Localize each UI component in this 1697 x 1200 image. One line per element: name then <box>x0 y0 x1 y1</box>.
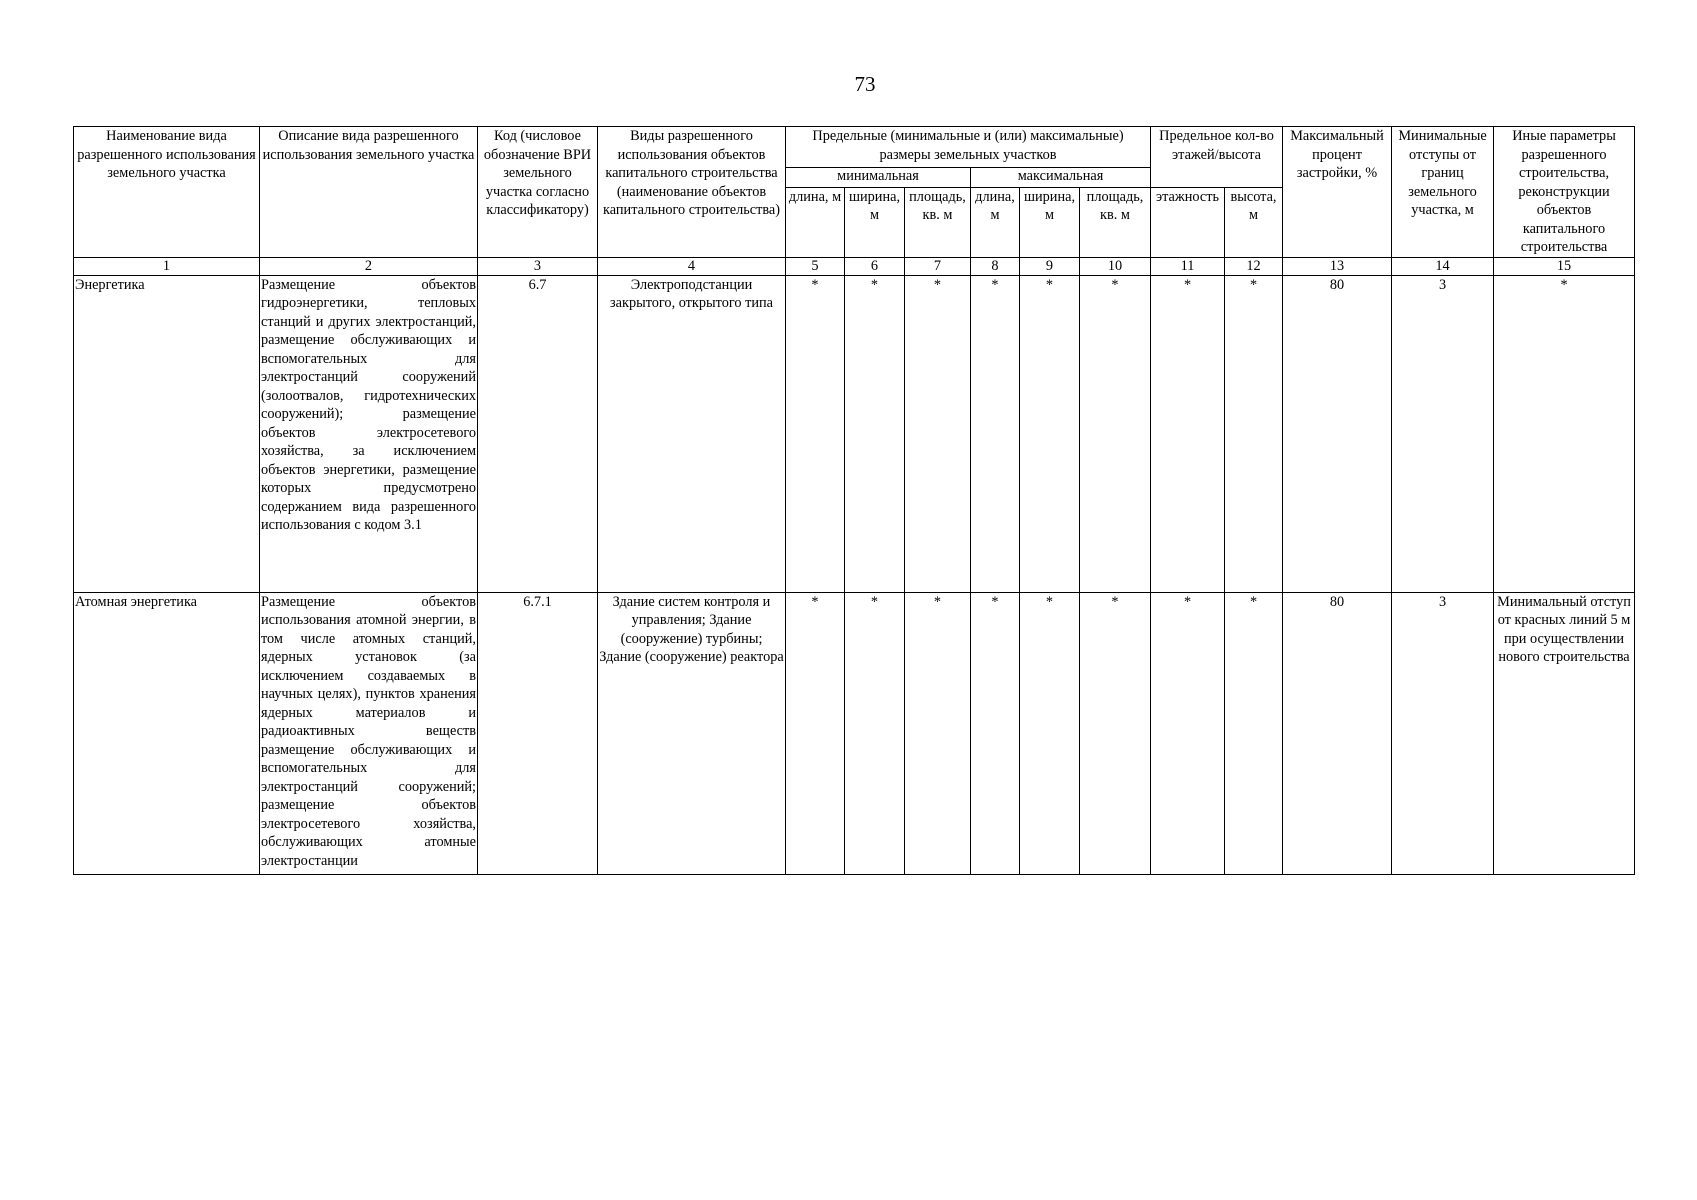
min-area: * <box>905 592 971 874</box>
header-min-width: ширина, м <box>845 187 905 257</box>
use-code: 6.7.1 <box>478 592 598 874</box>
min-length: * <box>786 592 845 874</box>
column-number: 4 <box>598 257 786 275</box>
max-area: * <box>1080 592 1151 874</box>
column-number: 10 <box>1080 257 1151 275</box>
column-number: 5 <box>786 257 845 275</box>
other-params: Минимальный отступ от красных линий 5 м при осуществлении нового строительства <box>1494 592 1635 874</box>
header-min-length: длина, м <box>786 187 845 257</box>
header-min-area: площадь, кв. м <box>905 187 971 257</box>
column-number: 3 <box>478 257 598 275</box>
max-length: * <box>971 275 1020 592</box>
other-params: * <box>1494 275 1635 592</box>
column-number: 9 <box>1020 257 1080 275</box>
header-name: Наименование вида разрешенного использования земельного участка <box>74 127 260 258</box>
header-max-width: ширина, м <box>1020 187 1080 257</box>
table-row <box>74 592 1635 874</box>
use-description: Размещение объектов использования атомной энергии, в том числе атомных станций, ядерных установок (за исключением создаваемых в научных целях), пунктов хранения ядерных материалов и радиоактивных веществ размещение обслуживающих и вспомогательных для электростанций сооружений; размещение объектов электросетевого хозяйства, обслуживающих атомные электростанции <box>260 592 478 874</box>
coverage-percent: 80 <box>1283 592 1392 874</box>
header-other-params: Иные параметры разрешенного строительства, реконструкции объектов капитального строительства <box>1494 127 1635 258</box>
header-max-length: длина, м <box>971 187 1020 257</box>
column-number: 11 <box>1151 257 1225 275</box>
floors-limit: * <box>1151 592 1225 874</box>
header-minimum: минимальная <box>786 168 971 187</box>
permitted-objects: Электроподстанции закрытого, открытого типа <box>598 275 786 592</box>
column-number-row <box>74 257 1635 275</box>
column-number: 1 <box>74 257 260 275</box>
min-width: * <box>845 275 905 592</box>
max-area: * <box>1080 275 1151 592</box>
height-limit: * <box>1225 592 1283 874</box>
land-use-table <box>73 126 1635 875</box>
max-length: * <box>971 592 1020 874</box>
table-row <box>74 275 1635 592</box>
use-name: Атомная энергетика <box>74 592 260 874</box>
header-maximum: максимальная <box>971 168 1151 187</box>
setback-value: 3 <box>1392 275 1494 592</box>
column-number: 15 <box>1494 257 1635 275</box>
header-coverage: Максимальный процент застройки, % <box>1283 127 1392 258</box>
use-description: Размещение объектов гидроэнергетики, тепловых станций и других электростанций, размещение обслуживающих и вспомогательных для электростанций сооружений (золоотвалов, гидротехнических сооружений); размещение объектов электросетевого хозяйства, за исключением объектов энергетики, размещение которых предусмотрено содержанием вида разрешенного использования с кодом 3.1 <box>260 275 478 592</box>
min-width: * <box>845 592 905 874</box>
column-number: 8 <box>971 257 1020 275</box>
use-code: 6.7 <box>478 275 598 592</box>
floors-limit: * <box>1151 275 1225 592</box>
permitted-objects: Здание систем контроля и управления; Здание (сооружение) турбины; Здание (сооружение) реактора <box>598 592 786 874</box>
header-code: Код (числовое обозначение ВРИ земельного участка согласно классификатору) <box>478 127 598 258</box>
header-floors-height: Предельное кол-во этажей/высота <box>1151 127 1283 188</box>
header-max-area: площадь, кв. м <box>1080 187 1151 257</box>
min-area: * <box>905 275 971 592</box>
header-objects: Виды разрешенного использования объектов капитального строительства (наименование объектов капитального строительства) <box>598 127 786 258</box>
column-number: 7 <box>905 257 971 275</box>
column-number: 2 <box>260 257 478 275</box>
column-number: 6 <box>845 257 905 275</box>
header-description: Описание вида разрешенного использования земельного участка <box>260 127 478 258</box>
column-number: 12 <box>1225 257 1283 275</box>
setback-value: 3 <box>1392 592 1494 874</box>
header-plot-sizes: Предельные (минимальные и (или) максимальные) размеры земельных участков <box>786 127 1151 168</box>
column-number: 13 <box>1283 257 1392 275</box>
page-number: 73 <box>854 72 876 96</box>
header-height: высота, м <box>1225 187 1283 257</box>
column-number: 14 <box>1392 257 1494 275</box>
header-floors: этажность <box>1151 187 1225 257</box>
height-limit: * <box>1225 275 1283 592</box>
header-setback: Минимальные отступы от границ земельного участка, м <box>1392 127 1494 258</box>
header-row-1 <box>74 127 1635 168</box>
use-name: Энергетика <box>74 275 260 592</box>
min-length: * <box>786 275 845 592</box>
max-width: * <box>1020 275 1080 592</box>
max-width: * <box>1020 592 1080 874</box>
coverage-percent: 80 <box>1283 275 1392 592</box>
